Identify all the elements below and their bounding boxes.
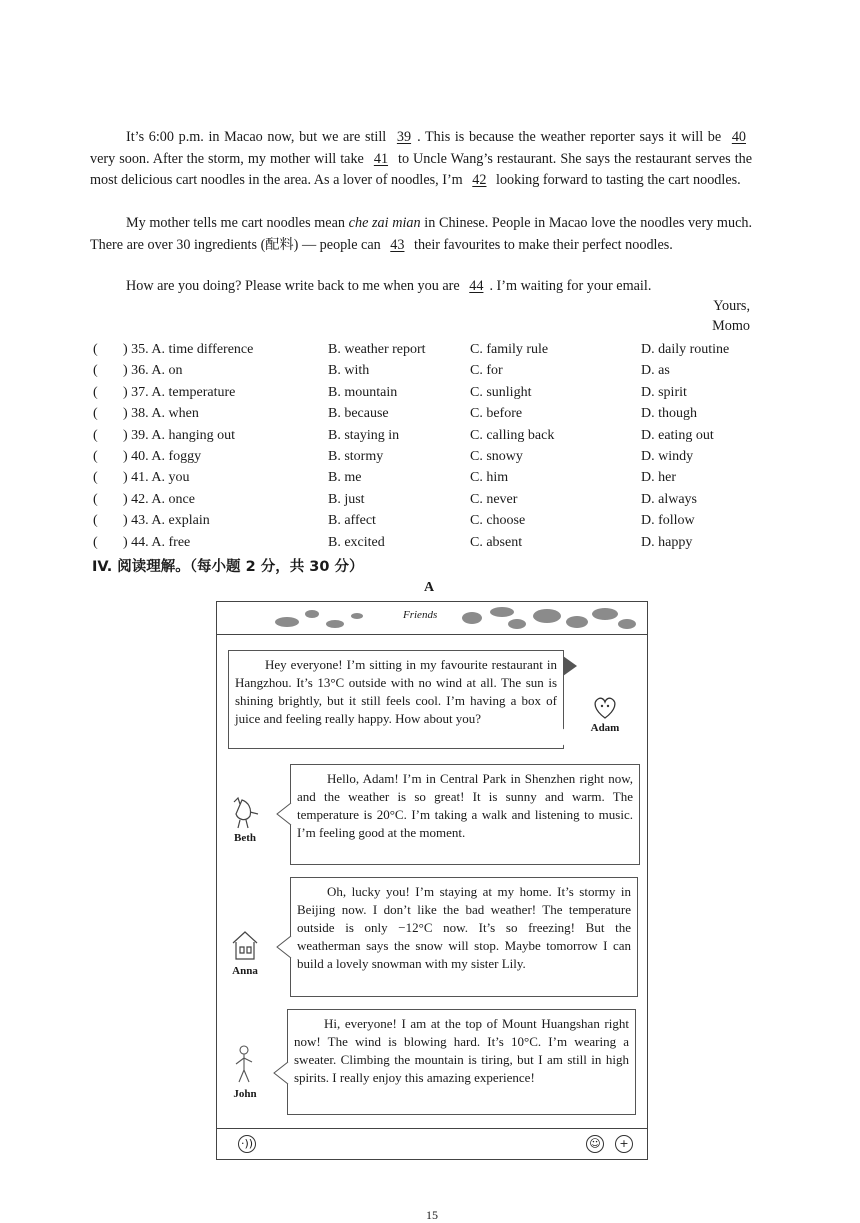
question-row: [93, 363, 773, 384]
option-b: B. me: [328, 470, 362, 486]
option-d: D. though: [641, 406, 697, 422]
question-row: [93, 513, 773, 534]
answer-paren: (: [93, 406, 98, 422]
option-b: B. affect: [328, 513, 376, 529]
answer-paren: (: [93, 491, 98, 507]
option-a: ) 39. A. hanging out: [123, 427, 235, 443]
text: looking forward to tasting the cart noodles.: [496, 172, 741, 189]
option-c: C. absent: [470, 534, 523, 550]
option-a: ) 44. A. free: [123, 534, 191, 550]
option-b: B. staying in: [328, 427, 400, 443]
option-c: C. before: [470, 406, 523, 422]
question-row: [93, 470, 773, 491]
message-text: Hello, Adam! I’m in Central Park in Shenzhen right now, and the weather is so great! It is sunny and warm. The temperature is 20°C. I’m taking a walk and listening to music. I’m feeling good at the moment.: [297, 771, 633, 840]
text: How are you doing? Please write back to me when you are: [126, 278, 460, 294]
answer-paren: (: [93, 534, 98, 550]
option-b: B. stormy: [328, 449, 384, 464]
closing: Yours,: [713, 298, 750, 314]
option-a: ) 43. A. explain: [123, 513, 210, 529]
option-c: C. choose: [470, 513, 526, 529]
option-c: C. family rule: [470, 342, 549, 357]
avatar-name: Anna: [232, 965, 258, 977]
passage-paragraph-1: [90, 127, 752, 192]
bubble-tail: [273, 1062, 289, 1084]
person-icon: [230, 1042, 260, 1086]
message-text: Hi, everyone! I am at the top of Mount Huangshan right now! The wind is blowing hard. It’s 10°C. I’m wearing a sweater. Climbing the mountain is tiring, but I am still in high spirits. I really enjoy this amazing experience!: [294, 1016, 629, 1085]
avatar-adam: [585, 694, 625, 734]
page-number: 15: [426, 1208, 438, 1222]
chat-input-bar: [217, 1128, 647, 1159]
message-john: [287, 1009, 636, 1115]
option-a: ) 40. A. foggy: [123, 449, 202, 464]
avatar-name: Adam: [590, 722, 620, 734]
text: to Uncle Wang’s restaurant. She says the restaurant serves the most delicious cart noodles in the area. As a lover of noodles, I’m: [90, 150, 753, 189]
text: It’s 6:00 p.m. in Macao now, but we are still: [126, 129, 387, 145]
option-c: C. him: [470, 470, 509, 486]
text: very soon. After the storm, my mother will take: [90, 150, 364, 167]
answer-paren: (: [93, 449, 98, 464]
option-b: B. weather report: [328, 342, 426, 357]
avatar-name: Beth: [234, 832, 256, 844]
answer-paren: (: [93, 384, 98, 400]
text: . I’m waiting for your email.: [489, 278, 652, 294]
blank-40: 40: [731, 129, 747, 145]
smile-icon[interactable]: ☺: [586, 1135, 604, 1153]
option-a: ) 37. A. temperature: [123, 384, 236, 400]
option-c: C. snowy: [470, 449, 523, 464]
blank-42: 42: [472, 172, 487, 189]
message-adam: [228, 650, 564, 749]
option-c: C. never: [470, 491, 518, 507]
avatar-john: [225, 1042, 265, 1100]
answer-paren: (: [93, 342, 98, 357]
message-text: Hey everyone! I’m sitting in my favourite restaurant in Hangzhou. It’s 13°C outside with no wind at all. The sun is shining brightly, but it still feels cool. I’m having a box of juice and feeling really happy. How about you?: [235, 657, 557, 726]
option-d: D. daily routine: [641, 342, 730, 357]
house-icon: [230, 929, 260, 963]
italic-term: che zai mian: [348, 215, 421, 231]
option-a: ) 35. A. time difference: [123, 342, 254, 357]
option-b: B. mountain: [328, 384, 398, 400]
option-c: C. calling back: [470, 427, 555, 443]
bird-icon: [228, 794, 262, 830]
question-row: [93, 449, 773, 470]
question-row: [93, 342, 773, 363]
option-b: B. with: [328, 363, 370, 379]
text: My mother tells me cart noodles mean: [126, 215, 345, 231]
option-d: D. spirit: [641, 384, 687, 400]
option-b: B. just: [328, 491, 365, 507]
blank-39: 39: [396, 129, 412, 145]
message-beth: [290, 764, 640, 865]
message-anna: [290, 877, 638, 997]
bubble-tail: [276, 803, 292, 825]
signature: Momo: [712, 318, 750, 334]
option-d: D. her: [641, 470, 676, 486]
option-a: ) 38. A. when: [123, 406, 199, 422]
text: their favourites to make their perfect noodles.: [414, 236, 673, 253]
question-row: [93, 428, 773, 449]
message-text: Oh, lucky you! I’m staying at my home. It’s stormy in Beijing now. I don’t like the bad weather! The temperature outside is only −12°C now. It’s so freezing! But the weatherman says the snow will stop. Maybe tomorrow I can build a lovely snowman with my sister Lily.: [297, 884, 631, 971]
chat-window: [216, 601, 648, 1160]
option-d: D. follow: [641, 513, 695, 529]
question-row: [93, 385, 773, 406]
question-row: [93, 492, 773, 513]
option-c: C. for: [470, 363, 503, 379]
voice-icon[interactable]: ·)): [238, 1135, 256, 1153]
option-b: B. because: [328, 406, 389, 422]
avatar-anna: [225, 929, 265, 977]
section-heading: IV. 阅读理解。（每小题 2 分，共 30 分）: [92, 559, 364, 575]
option-d: D. always: [641, 491, 697, 507]
bubble-tail: [276, 936, 292, 958]
chat-header: [217, 602, 647, 635]
option-d: D. eating out: [641, 427, 714, 443]
chat-title: Friends: [400, 609, 440, 621]
answer-paren: (: [93, 427, 98, 443]
option-d: D. as: [641, 363, 670, 379]
option-a: ) 41. A. you: [123, 470, 190, 486]
avatar-name: John: [233, 1088, 257, 1100]
blank-44: 44: [469, 278, 484, 294]
answer-paren: (: [93, 513, 98, 529]
question-row: [93, 535, 773, 556]
option-d: D. windy: [641, 449, 694, 464]
blank-43: 43: [390, 236, 405, 253]
option-c: C. sunlight: [470, 384, 532, 400]
plus-icon[interactable]: +: [615, 1135, 633, 1153]
heart-face-icon: [591, 694, 619, 720]
passage-paragraph-3: [90, 276, 752, 298]
blank-41: 41: [373, 150, 389, 167]
answer-paren: (: [93, 363, 98, 379]
option-a: ) 42. A. once: [123, 491, 195, 507]
option-b: B. excited: [328, 534, 385, 550]
avatar-beth: [225, 794, 265, 844]
question-row: [93, 406, 773, 427]
answer-paren: (: [93, 470, 98, 486]
passage-paragraph-2: [90, 213, 752, 256]
text: . This is because the weather reporter says it will be: [417, 129, 722, 145]
text: in Chinese. People in Macao love the noodles very much. There are over 30 ingredients (配料) — people can: [90, 215, 753, 253]
option-a: ) 36. A. on: [123, 363, 183, 379]
section-letter: A: [424, 580, 435, 595]
option-d: D. happy: [641, 534, 693, 550]
